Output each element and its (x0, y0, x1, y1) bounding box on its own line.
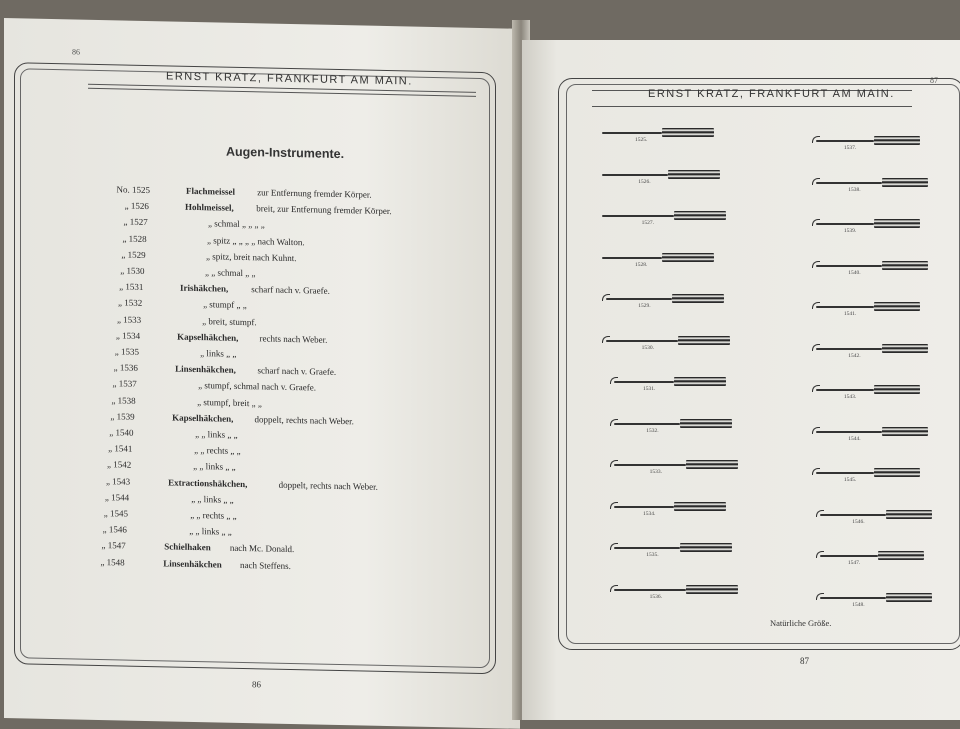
left-page (4, 18, 520, 729)
instrument-description: scharf nach v. Graefe. (257, 365, 337, 378)
instrument-shaft (614, 506, 674, 508)
instrument-illustration-1527 (602, 209, 736, 231)
instrument-shaft (816, 472, 874, 474)
instrument-shaft (602, 174, 668, 176)
instrument-caption: 1537. (843, 145, 857, 151)
catalog-number: „ 1527 (123, 216, 148, 228)
instrument-shaft (614, 547, 680, 549)
instrument-caption: 1544. (848, 435, 861, 442)
instrument-shaft (816, 140, 874, 142)
left-page-number-bottom: 86 (252, 679, 261, 690)
right-page (522, 40, 960, 720)
instrument-illustration-1541 (812, 300, 926, 322)
instrument-shaft (816, 389, 874, 391)
instrument-shaft (606, 298, 672, 300)
instrument-handle (680, 543, 732, 552)
instrument-description: nach Steffens. (240, 559, 291, 571)
instrument-description: zur Entfernung fremder Körper. (257, 187, 372, 200)
instrument-description: „ spitz „ „ „ „ nach Walton. (207, 234, 305, 247)
catalog-number: „ 1532 (118, 297, 143, 309)
instrument-description: scharf nach v. Graefe. (251, 284, 330, 297)
instrument-handle (674, 502, 726, 511)
instrument-shaft (816, 306, 874, 308)
instrument-shaft (816, 431, 882, 433)
catalog-number: „ 1547 (101, 540, 126, 551)
instrument-handle (882, 178, 928, 187)
instrument-description: „ links „ „ (200, 348, 237, 359)
instrument-name: Hohlmeissel, (185, 201, 234, 214)
instrument-description: „ „ schmal „ „ (205, 267, 256, 279)
instrument-illustration-1534 (610, 500, 732, 522)
instrument-shaft (816, 348, 882, 350)
instrument-handle (874, 219, 920, 228)
catalog-number: „ 1541 (108, 443, 133, 454)
instrument-shaft (820, 555, 878, 557)
instrument-caption: 1546. (852, 518, 865, 525)
instrument-caption: 1529. (638, 303, 651, 309)
instrument-description: „ stumpf, schmal nach v. Graefe. (198, 380, 316, 393)
instrument-description: „ schmal „ „ „ „ (208, 218, 265, 230)
instrument-description: „ stumpf, breit „ „ (197, 396, 262, 408)
instrument-description: „ „ links „ „ (191, 493, 234, 505)
instrument-name: Flachmeissel (186, 185, 235, 197)
catalog-number: „ 1540 (109, 427, 134, 438)
instrument-name: Irishäkchen, (180, 282, 229, 294)
right-page-number-top: 87 (930, 76, 938, 85)
instrument-name: Schielhaken (164, 541, 211, 553)
instrument-description: „ „ links „ „ (189, 526, 232, 537)
instrument-caption: 1526. (638, 178, 651, 185)
instrument-handle (874, 468, 920, 477)
instrument-shaft (602, 215, 674, 217)
instrument-handle (674, 211, 726, 220)
catalog-number: „ 1535 (114, 346, 139, 357)
instrument-shaft (602, 132, 662, 134)
instrument-handle (882, 344, 928, 353)
instrument-handle (680, 419, 732, 428)
instrument-description: nach Mc. Donald. (229, 543, 295, 555)
right-header-rule-bottom (592, 106, 912, 107)
instrument-shaft (816, 182, 882, 184)
instrument-handle (672, 294, 724, 303)
instrument-handle (686, 585, 738, 594)
catalog-number: „ 1538 (111, 394, 136, 406)
instrument-description: „ „ links „ „ (195, 429, 238, 440)
instrument-illustration-1528 (602, 251, 724, 273)
instrument-shaft (614, 423, 680, 425)
instrument-caption: 1534. (643, 510, 656, 517)
catalog-number: „ 1548 (100, 556, 125, 568)
instrument-name: Linsenhäkchen (163, 557, 222, 570)
instrument-description: „ breit, stumpf. (202, 315, 257, 327)
instrument-handle (886, 593, 932, 602)
instrument-description: rechts nach Weber. (259, 333, 328, 345)
instrument-handle (662, 253, 714, 262)
instrument-name: Linsenhäkchen, (175, 363, 236, 376)
instrument-caption: 1542. (848, 352, 861, 359)
instrument-illustration-1531 (610, 375, 732, 397)
catalog-number: „ 1546 (102, 524, 127, 535)
instrument-illustration-1548 (816, 591, 938, 613)
catalog-number: „ 1528 (122, 233, 147, 244)
catalog-number: No. 1525 (116, 184, 150, 196)
instrument-illustration-1545 (812, 466, 926, 488)
instrument-caption: 1548. (852, 601, 865, 608)
instrument-illustration-1547 (816, 549, 930, 571)
instrument-illustration-1538 (812, 176, 934, 198)
instrument-illustration-1532 (610, 417, 738, 439)
instrument-illustration-1544 (812, 425, 934, 447)
catalog-number: „ 1530 (120, 265, 145, 276)
page-title: Augen-Instrumente. (226, 144, 345, 162)
instrument-handle (878, 551, 924, 560)
instrument-illustration-1542 (812, 342, 934, 364)
right-page-number-bottom: 87 (800, 656, 809, 666)
catalog-number: „ 1543 (105, 475, 131, 487)
instrument-handle (874, 136, 920, 145)
instrument-shaft (614, 589, 686, 591)
instrument-description: „ „ links „ „ (193, 461, 236, 473)
instrument-illustration-1539 (812, 217, 926, 239)
instrument-shaft (602, 257, 662, 259)
instrument-caption: 1541. (843, 311, 857, 317)
instrument-shaft (606, 340, 678, 342)
instrument-description: „ „ rechts „ „ (190, 509, 237, 521)
catalog-number: „ 1531 (119, 281, 144, 293)
instrument-handle (882, 427, 928, 436)
instrument-name: Kapselhäkchen, (177, 331, 239, 343)
left-page-number-top: 86 (72, 47, 80, 57)
catalog-number: „ 1536 (113, 362, 138, 373)
instrument-caption: 1531. (643, 386, 656, 392)
instrument-description: „ spitz, breit nach Kuhnt. (206, 251, 297, 263)
instrument-illustration-1546 (816, 508, 938, 530)
instrument-caption: 1545. (843, 477, 857, 483)
catalog-number: „ 1545 (103, 508, 128, 519)
instrument-handle (674, 377, 726, 386)
instrument-caption: 1547. (847, 560, 861, 566)
catalog-number: „ 1534 (115, 330, 141, 341)
instrument-caption: 1538. (848, 186, 861, 193)
instrument-illustration-1537 (812, 134, 926, 156)
instrument-caption: 1532. (646, 427, 659, 434)
instrument-description: doppelt, rechts nach Weber. (254, 414, 354, 427)
instrument-illustration-1525 (602, 126, 724, 148)
instrument-illustration-1526 (602, 168, 730, 190)
instrument-illustration-1530 (602, 334, 736, 356)
instrument-shaft (820, 514, 886, 516)
left-page-header: ERNST KRATZ, FRANKFURT AM MAIN. (166, 70, 413, 88)
instrument-caption: 1533. (649, 469, 662, 475)
catalog-number: „ 1529 (121, 249, 146, 260)
instrument-shaft (816, 265, 882, 267)
instrument-illustration-1535 (610, 541, 738, 563)
instrument-description: doppelt, rechts nach Weber. (278, 479, 378, 492)
catalog-number: „ 1533 (116, 313, 142, 325)
instrument-handle (678, 336, 730, 345)
instrument-shaft (816, 223, 874, 225)
instrument-description: „ „ rechts „ „ (194, 445, 241, 457)
instrument-handle (686, 460, 738, 469)
instrument-handle (874, 385, 920, 394)
instrument-illustration-1540 (812, 259, 934, 281)
instrument-name: Kapselhäkchen, (172, 412, 234, 424)
instrument-caption: 1527. (641, 220, 654, 226)
instrument-name: Extractionshäkchen, (168, 477, 248, 489)
instrument-illustration-1543 (812, 383, 926, 405)
instrument-handle (882, 261, 928, 270)
catalog-number: „ 1539 (110, 411, 135, 422)
right-page-header: ERNST KRATZ, FRANKFURT AM MAIN. (648, 88, 895, 100)
instrument-caption: 1525. (635, 137, 648, 143)
instrument-caption: 1543. (843, 394, 857, 400)
instrument-illustration-1536 (610, 583, 744, 605)
instrument-caption: 1540. (848, 269, 861, 276)
instrument-handle (886, 510, 932, 519)
instrument-handle (662, 128, 714, 137)
instrument-caption: 1530. (641, 344, 654, 351)
instrument-description: „ stumpf „ „ (203, 299, 247, 311)
catalog-number: „ 1537 (112, 378, 137, 390)
natural-size-note: Natürliche Größe. (770, 618, 832, 628)
catalog-number: „ 1544 (104, 491, 130, 503)
instrument-handle (668, 170, 720, 179)
instrument-caption: 1536. (649, 593, 662, 600)
instrument-caption: 1539. (843, 228, 857, 234)
instrument-illustration-1529 (602, 292, 730, 314)
instrument-shaft (614, 464, 686, 466)
catalog-number: „ 1542 (107, 459, 132, 471)
instrument-shaft (614, 381, 674, 383)
instrument-caption: 1535. (646, 552, 659, 558)
instrument-handle (874, 302, 920, 311)
instrument-caption: 1528. (635, 261, 648, 268)
instrument-illustration-1533 (610, 458, 744, 480)
instrument-shaft (820, 597, 886, 599)
catalog-number: „ 1526 (124, 200, 149, 212)
instrument-description: breit, zur Entfernung fremder Körper. (256, 203, 392, 217)
